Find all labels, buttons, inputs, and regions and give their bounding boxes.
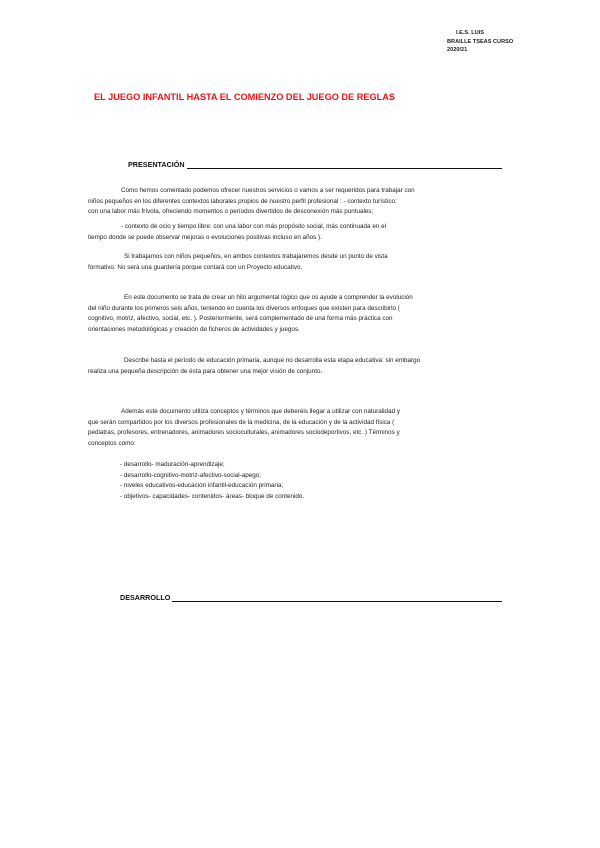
text-line: Además este documento utiliza conceptos y términos que deberéis llegar a utilizar con naturalidad y	[121, 408, 400, 415]
school-header	[447, 29, 567, 55]
header-line: BRAILLE TSEAS CURSO	[447, 38, 514, 45]
text-line: formativo. No será una guardería porque contará con un Proyecto educativo.	[88, 263, 303, 271]
list-item: - niveles educativos-educación infantil-educación primaria;	[120, 482, 284, 490]
text-line: realiza una pequeña descripción de ésta para obtener una mejor visión de conjunto.	[88, 367, 323, 375]
presentacion-heading-label: PRESENTACIÓN	[128, 160, 185, 169]
text-line: cognitivo, motriz, afectivo, social, etc. ). Posteriormente, será complementado de una forma más práctica con	[88, 315, 393, 323]
document-title: EL JUEGO INFANTIL HASTA EL COMIENZO DEL JUEGO DE REGLAS	[94, 92, 396, 102]
text-line: Si trabajamos con niños pequeños, en ambos contextos trabajaremos desde un punto de vista	[124, 253, 388, 260]
text-line: que serán compartidos por los diversos profesionales de la medicina, de la educación y de la actividad física (	[88, 418, 395, 426]
paragraph-3	[88, 252, 510, 273]
text-line: con una labor más frívola, ofreciendo momentos o períodos divertidos de desconexión más puntuales;	[88, 208, 374, 216]
heading-underline	[172, 594, 502, 602]
text-line: Como hemos comentado podemos ofrecer nuestros servicios o vamos a ser requeridos para trabajar con	[121, 187, 415, 194]
desarrollo-heading	[120, 593, 502, 602]
text-line: pediatras, profesores, entrenadores, animadores socioculturales, animadores sociodeportivos, etc .) Términos y	[88, 429, 400, 437]
text-line: En este documento se trata de crear un hilo argumental lógico que os ayude a comprender la evolución	[124, 294, 413, 301]
text-line: Describe hasta el período de educación primaria, aunque no desarrolla esta etapa educativa: sin embargo	[124, 357, 421, 364]
text-line: orientaciones metodológicas y creación de ficheros de actividades y juegos.	[88, 325, 300, 333]
list-item: - desarrollo-cognitivo-motriz-afectivo-social-apego;	[120, 471, 262, 479]
desarrollo-heading-label: DESARROLLO	[120, 593, 171, 602]
text-line: niños pequeños en los diferentes contextos laborales propios de nuestro perfil profesional : - contexto turístico:	[88, 197, 397, 205]
heading-underline	[187, 161, 502, 169]
paragraph-6	[88, 407, 510, 449]
text-line: del niño durante los primeros seis años, teniendo en cuenta los diversos enfoques que existen para describirlo (	[88, 304, 400, 312]
list-item: - desarrollo- maduración-aprendizaje;	[120, 461, 225, 468]
concepts-list	[120, 460, 304, 502]
text-line: conceptos como:	[88, 439, 136, 447]
paragraph-2	[88, 222, 510, 243]
list-item: - objetivos- capacidades- contenidos- áreas- bloque de contenido.	[120, 492, 305, 500]
presentacion-heading	[128, 160, 502, 169]
paragraph-1	[88, 186, 510, 218]
text-line: - contexto de ocio y tiempo libre: con una labor con más propósito social, más continuada en el	[121, 223, 386, 230]
paragraph-5	[88, 356, 510, 377]
paragraph-4	[88, 293, 510, 335]
header-line: I.E.S. LUIS	[456, 30, 484, 36]
header-line: 2020/21	[447, 47, 468, 53]
text-line: tiempo donde se puede observar mejoras o evoluciones positivas incluso en años ).	[88, 233, 322, 241]
